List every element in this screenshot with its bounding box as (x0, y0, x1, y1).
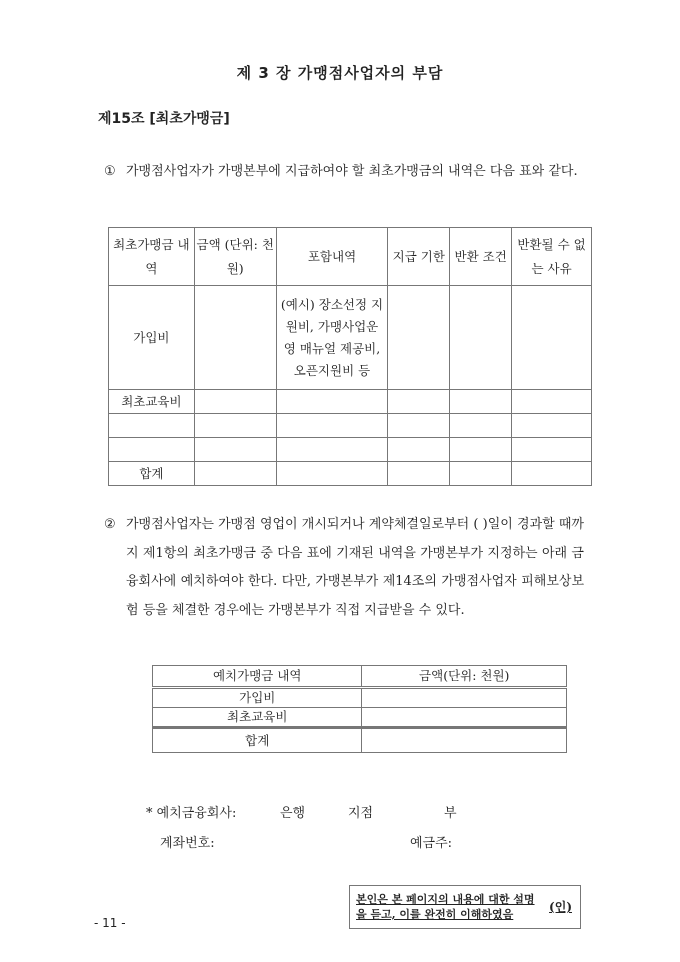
table-row (109, 286, 592, 390)
deposit-fee-table (152, 665, 567, 753)
initial-fee-table (108, 227, 592, 486)
dept-unit: 부 (444, 806, 457, 821)
table-cell (450, 414, 512, 438)
table-cell (388, 438, 450, 462)
paragraph-2-mark: ② (104, 517, 116, 532)
table-cell (109, 414, 195, 438)
table-cell (109, 438, 195, 462)
table-cell (276, 438, 388, 462)
table-cell (512, 414, 592, 438)
table-row (109, 414, 592, 438)
table-cell (450, 438, 512, 462)
table-cell (512, 390, 592, 414)
header-cell: 금액(단위: 천원) (362, 666, 567, 688)
table-row (153, 688, 567, 708)
page-number: - 11 - (94, 916, 126, 930)
table-cell (362, 708, 567, 727)
paragraph-1-mark: ① (104, 164, 116, 179)
table-total-row (109, 462, 592, 486)
header-cell: 최초가맹금 내역 (109, 228, 195, 286)
table-cell: 합계 (153, 729, 362, 753)
table-cell (450, 390, 512, 414)
table-cell (512, 462, 592, 486)
table-cell (450, 286, 512, 390)
paragraph-1 (104, 158, 584, 185)
account-label: 계좌번호: (160, 836, 215, 851)
table-cell: 합계 (109, 462, 195, 486)
paragraph-2 (104, 511, 584, 625)
article-title: 제15조 [최초가맹금] (98, 111, 230, 127)
header-cell: 예치가맹금 내역 (153, 666, 362, 688)
header-cell: 반환될 수 없는 사유 (512, 228, 592, 286)
table-header-row (109, 228, 592, 286)
chapter-title: 제 3 장 가맹점사업자의 부담 (236, 64, 444, 82)
table-cell (194, 390, 276, 414)
table-row (109, 438, 592, 462)
table-cell: 가입비 (153, 688, 362, 708)
table-cell (388, 390, 450, 414)
table-row (109, 390, 592, 414)
table-cell (450, 462, 512, 486)
holder-label: 예금주: (410, 836, 453, 851)
table-cell (512, 438, 592, 462)
table-cell (194, 438, 276, 462)
bank-label: * 예치금융회사: (146, 806, 237, 821)
table-cell (276, 414, 388, 438)
header-cell: 금액 (단위: 천원) (194, 228, 276, 286)
table-cell (194, 414, 276, 438)
table-cell (362, 729, 567, 753)
table-cell: 최초교육비 (109, 390, 195, 414)
seal-mark: (인) (549, 900, 572, 914)
header-cell: 포함내역 (276, 228, 388, 286)
table-cell (388, 286, 450, 390)
confirmation-box (349, 885, 581, 929)
deposit-bank-line (146, 802, 457, 821)
table-cell (388, 462, 450, 486)
table-cell: 최초교육비 (153, 708, 362, 727)
table-cell (194, 462, 276, 486)
deposit-account-line (160, 832, 480, 851)
header-cell: 반환 조건 (450, 228, 512, 286)
table-total-row (153, 729, 567, 753)
branch-unit: 지점 (348, 806, 374, 821)
paragraph-2-text: 가맹점사업자는 가맹점 영업이 개시되거나 계약체결일로부터 ( )일이 경과할 때까지 제1항의 최초가맹금 중 다음 표에 기재된 내역을 가맹본부가 지정하는 아래 금융회사에 예치하여야 한다. 다만, 가맹본부가 제14조의 가맹점사업자 피해보상보험 등을 체결한 경우에는 가맹본부가 직접 지급받을 수 있다. (126, 517, 584, 618)
table-header-row (153, 666, 567, 688)
table-cell: (예시) 장소선정 지원비, 가맹사업운영 매뉴얼 제공비, 오픈지원비 등 (276, 286, 388, 390)
table-cell: 가입비 (109, 286, 195, 390)
table-row (153, 708, 567, 727)
paragraph-1-text: 가맹점사업자가 가맹본부에 지급하여야 할 최초가맹금의 내역은 다음 표와 같다. (126, 164, 578, 179)
table-cell (276, 462, 388, 486)
table-cell (362, 688, 567, 708)
table-cell (276, 390, 388, 414)
table-cell (194, 286, 276, 390)
confirmation-text: 본인은 본 페이지의 내용에 대한 설명을 듣고, 이를 완전히 이해하였음 (356, 893, 535, 921)
table-cell (512, 286, 592, 390)
table-cell (388, 414, 450, 438)
bank-unit: 은행 (280, 806, 306, 821)
header-cell: 지급 기한 (388, 228, 450, 286)
